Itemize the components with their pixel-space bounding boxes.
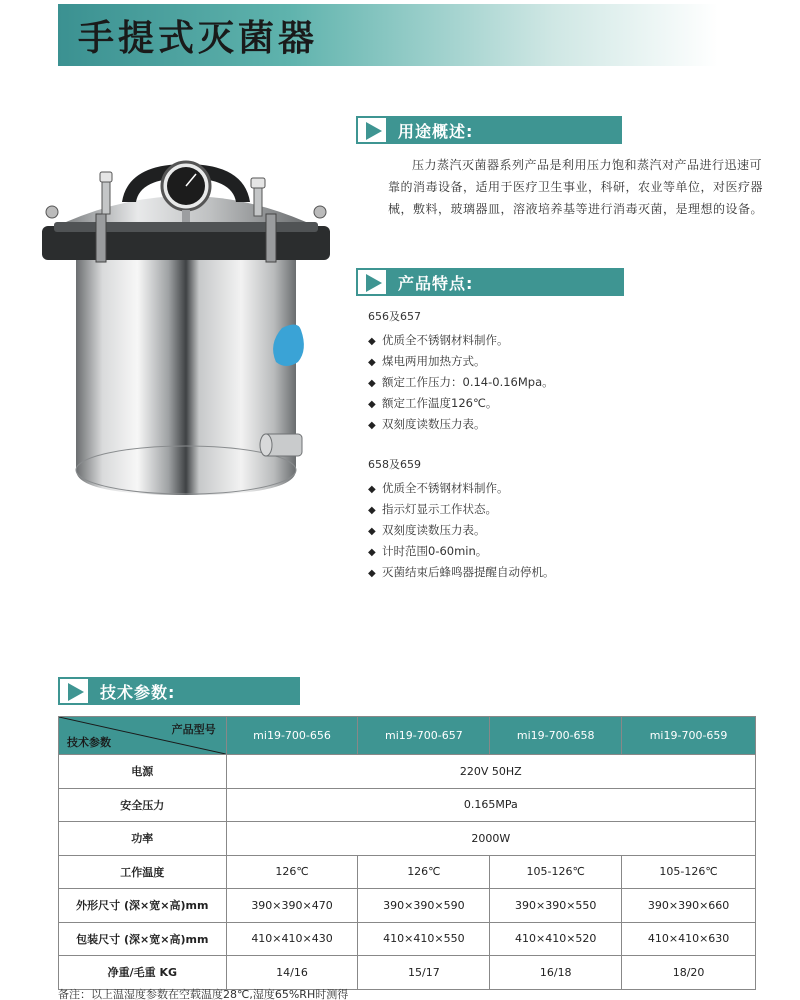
table-cell: 220V 50HZ: [226, 755, 755, 789]
row-label: 外形尺寸 (深×宽×高)mm: [59, 889, 227, 923]
table-row: [59, 889, 756, 923]
list-item: ◆ 指示灯显示工作状态。: [368, 499, 555, 520]
table-cell: 390×390×590: [358, 889, 490, 923]
list-item: ◆ 优质全不锈钢材料制作。: [368, 478, 555, 499]
arrow-icon: [356, 116, 388, 144]
table-cell: 410×410×520: [490, 922, 622, 956]
arrow-icon: [356, 268, 388, 296]
table-row: [59, 922, 756, 956]
list-item: ◆ 额定工作温度126℃。: [368, 393, 554, 414]
row-label: 电源: [59, 755, 227, 789]
table-cell: 15/17: [358, 956, 490, 990]
model-header: mi19-700-657: [358, 717, 490, 755]
table-corner-cell: [59, 717, 227, 755]
corner-params-label: 技术参数: [67, 736, 111, 749]
page-title: 手提式灭菌器: [78, 18, 319, 59]
table-cell: 16/18: [490, 956, 622, 990]
usage-description: 压力蒸汽灭菌器系列产品是利用压力饱和蒸汽对产品进行迅速可靠的消毒设备，适用于医疗卫生事业，科研，农业等单位，对医疗器械，敷料，玻璃器皿，溶液培养基等进行消毒灭菌，是理想的设备。: [388, 158, 764, 216]
table-row: [59, 956, 756, 990]
list-item: ◆ 灭菌结束后蜂鸣器提醒自动停机。: [368, 562, 555, 583]
spec-table: [58, 716, 756, 990]
model-header: mi19-700-659: [622, 717, 756, 755]
feature-group-656-657: [368, 308, 554, 435]
features-section-header: [356, 268, 624, 296]
model-header: mi19-700-658: [490, 717, 622, 755]
specs-section-header: [58, 677, 300, 705]
usage-heading: 用途概述:: [398, 122, 474, 141]
diamond-bullet-icon: ◆: [368, 484, 376, 495]
table-cell: 105-126℃: [622, 855, 756, 889]
table-cell: 410×410×630: [622, 922, 756, 956]
diamond-bullet-icon: ◆: [368, 547, 376, 558]
feature-model-label: 658及659: [368, 458, 421, 471]
list-item: ◆ 煤电两用加热方式。: [368, 351, 554, 372]
table-row: [59, 822, 756, 856]
list-item: ◆ 计时范围0-60min。: [368, 541, 555, 562]
table-row: [59, 855, 756, 889]
table-header-row: [59, 717, 756, 755]
table-cell: 14/16: [226, 956, 358, 990]
diamond-bullet-icon: ◆: [368, 568, 376, 579]
table-cell: 18/20: [622, 956, 756, 990]
list-item: ◆ 优质全不锈钢材料制作。: [368, 330, 554, 351]
feature-group-658-659: [368, 456, 555, 583]
table-cell: 390×390×660: [622, 889, 756, 923]
table-cell: 390×390×550: [490, 889, 622, 923]
table-row: [59, 788, 756, 822]
table-cell: 126℃: [358, 855, 490, 889]
diamond-bullet-icon: ◆: [368, 336, 376, 347]
list-item: ◆ 双刻度读数压力表。: [368, 520, 555, 541]
model-header: mi19-700-656: [226, 717, 358, 755]
row-label: 净重/毛重 KG: [59, 956, 227, 990]
table-cell: 105-126℃: [490, 855, 622, 889]
list-item: ◆ 双刻度读数压力表。: [368, 414, 554, 435]
footnote: 备注：以上温湿度参数在空载温度28℃,湿度65%RH时测得: [58, 988, 349, 1000]
row-label: 包装尺寸 (深×宽×高)mm: [59, 922, 227, 956]
corner-model-label: 产品型号: [171, 723, 216, 736]
diamond-bullet-icon: ◆: [368, 357, 376, 368]
table-cell: 0.165MPa: [226, 788, 755, 822]
row-label: 工作温度: [59, 855, 227, 889]
diamond-bullet-icon: ◆: [368, 420, 376, 431]
sterilizer-icon: [36, 150, 336, 510]
table-cell: 410×410×430: [226, 922, 358, 956]
features-heading: 产品特点:: [398, 274, 474, 293]
diamond-bullet-icon: ◆: [368, 399, 376, 410]
list-item: ◆ 额定工作压力：0.14-0.16Mpa。: [368, 372, 554, 393]
diamond-bullet-icon: ◆: [368, 505, 376, 516]
arrow-icon: [58, 677, 90, 705]
diamond-bullet-icon: ◆: [368, 378, 376, 389]
usage-section-header: [356, 116, 622, 144]
table-cell: 410×410×550: [358, 922, 490, 956]
feature-model-label: 656及657: [368, 310, 421, 323]
table-cell: 126℃: [226, 855, 358, 889]
table-cell: 2000W: [226, 822, 755, 856]
table-cell: 390×390×470: [226, 889, 358, 923]
row-label: 安全压力: [59, 788, 227, 822]
specs-heading: 技术参数:: [100, 683, 176, 702]
diamond-bullet-icon: ◆: [368, 526, 376, 537]
row-label: 功率: [59, 822, 227, 856]
table-row: [59, 755, 756, 789]
